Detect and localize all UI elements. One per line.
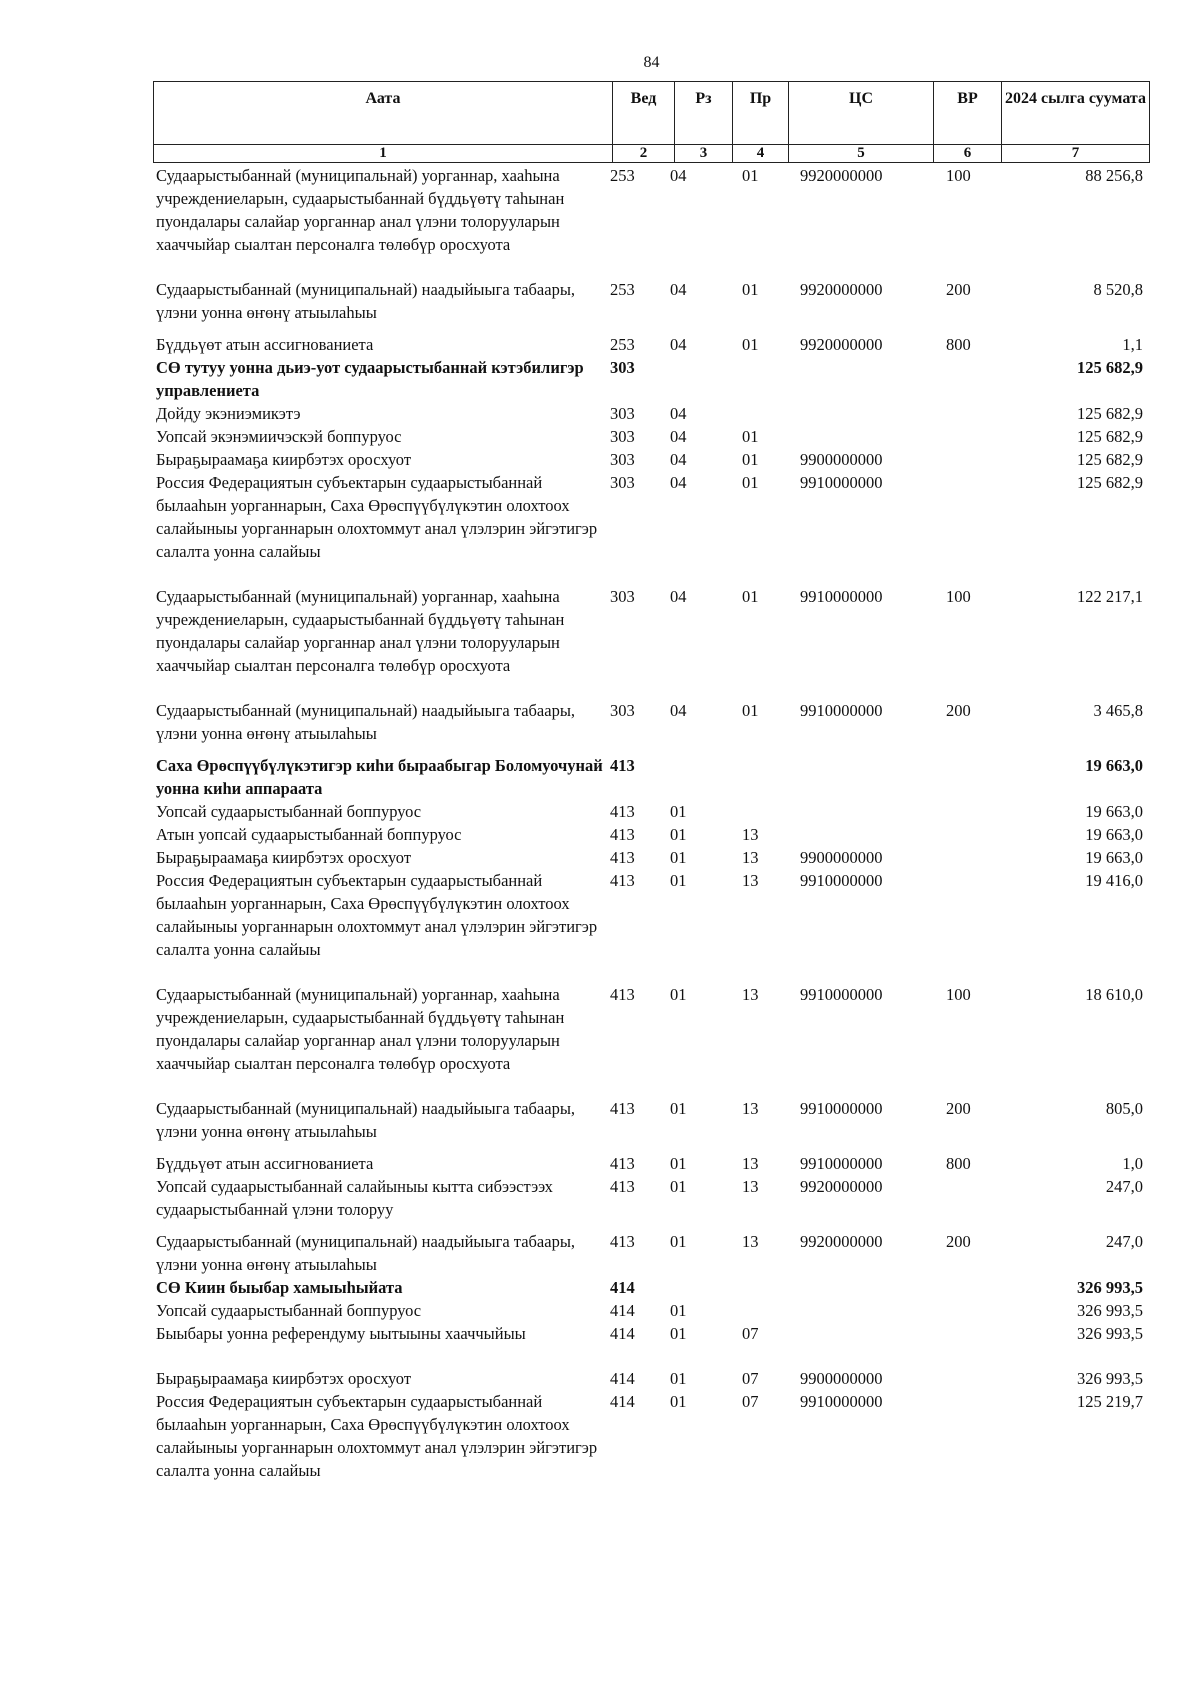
row-vr: 200 [946,280,971,299]
row-ved: 414 [610,1369,635,1388]
row-rz: 01 [670,1369,687,1388]
row-name: Уопсай судаарыстыбаннай боппуруос [156,802,422,821]
row-cs: 9910000000 [800,1099,883,1118]
table-row [153,754,1149,800]
row-cs: 9900000000 [800,848,883,867]
table-row [153,1390,1149,1482]
table-row [153,585,1149,677]
row-rz: 01 [670,825,687,844]
row-sum: 326 993,5 [1077,1369,1143,1388]
row-cs: 9920000000 [800,280,883,299]
table-row [153,425,1149,448]
row-name: Судаарыстыбаннай (муниципальнай) уорганнар, хааһына учреждениеларын, судаарыстыбаннай бүддьүөтү таһынан пуондалары салайар уорганнар анал үлэни толорууларын хааччыйар сыалтан персоналга төлөбүр оросхуота [156,587,565,675]
row-pr: 07 [742,1324,759,1343]
row-name: Быраҕыраамаҕа киирбэтэх оросхуот [156,848,412,867]
row-name: Россия Федерациятын субъектарын судаарыстыбаннай былааһын уорганнарын, Саха Өрөспүүбүлүкэтин олохтоох салайыныы уорганнарын олохтоммут анал үлэлэрин эйгэтигэр салалта уонна салайыы [156,871,598,959]
row-ved: 253 [610,335,635,354]
row-rz: 04 [670,404,687,423]
row-rz: 04 [670,335,687,354]
row-name: Быыбары уонна референдуму ыытыыны хааччыйыы [156,1324,526,1343]
row-cs: 9900000000 [800,450,883,469]
table-row [153,1175,1149,1221]
row-cs: 9900000000 [800,1369,883,1388]
page-number: 84 [643,54,660,71]
row-ved: 413 [610,1177,635,1196]
row-sum: 805,0 [1105,1099,1143,1118]
row-pr: 13 [742,1232,759,1251]
row-ved: 303 [610,404,635,423]
row-name: Судаарыстыбаннай (муниципальнай) наадыйыыга табаары, үлэни уонна өҥөнү атыылаһыы [156,280,576,322]
column-number: 3 [675,145,733,163]
row-sum: 247,0 [1105,1177,1143,1196]
row-name: Россия Федерациятын субъектарын судаарыстыбаннай былааһын уорганнарын, Саха Өрөспүүбүлүкэтин олохтоох салайыныы уорганнарын олохтоммут анал үлэлэрин эйгэтигэр салалта уонна салайыы [156,1392,598,1480]
row-sum: 125 219,7 [1077,1392,1143,1411]
row-ved: 414 [610,1392,635,1411]
row-sum: 125 682,9 [1077,358,1143,377]
row-ved: 413 [610,985,635,1004]
table-row [153,471,1149,563]
row-ved: 414 [610,1278,635,1297]
row-name: СӨ Киин быыбар хамыыһыйата [156,1278,403,1297]
row-sum: 19 416,0 [1085,871,1143,890]
row-cs: 9910000000 [800,587,883,606]
row-name: Судаарыстыбаннай (муниципальнай) наадыйыыга табаары, үлэни уонна өҥөнү атыылаһыы [156,1099,576,1141]
row-ved: 414 [610,1324,635,1343]
row-rz: 01 [670,1177,687,1196]
table-row [153,402,1149,425]
row-cs: 9910000000 [800,1392,883,1411]
row-rz: 01 [670,1392,687,1411]
row-sum: 122 217,1 [1077,587,1143,606]
column-number: 1 [154,145,613,163]
row-name: Уопсай экэнэмиичэскэй боппуруос [156,427,402,446]
row-ved: 413 [610,802,635,821]
table-row [153,333,1149,356]
row-sum: 8 520,8 [1093,280,1143,299]
column-header-aata: Аата [154,82,613,145]
row-rz: 01 [670,1154,687,1173]
row-cs: 9920000000 [800,1232,883,1251]
column-header-vr: ВР [934,82,1002,145]
table-row [153,983,1149,1075]
column-header-ved: Вед [613,82,675,145]
table-row [153,1230,1149,1276]
row-ved: 413 [610,1154,635,1173]
table-body [153,164,1149,1482]
row-name: Атын уопсай судаарыстыбаннай боппуруос [156,825,462,844]
table-row [153,1276,1149,1299]
row-cs: 9910000000 [800,473,883,492]
row-ved: 303 [610,587,635,606]
row-vr: 200 [946,701,971,720]
row-ved: 413 [610,1232,635,1251]
row-ved: 413 [610,756,635,775]
row-ved: 413 [610,1099,635,1118]
row-sum: 19 663,0 [1085,802,1143,821]
row-name: СӨ тутуу уонна дьиэ-уот судаарыстыбаннай кэтэбилигэр управлениета [156,358,584,400]
table-row [153,699,1149,745]
row-cs: 9910000000 [800,985,883,1004]
row-sum: 18 610,0 [1085,985,1143,1004]
row-name: Уопсай судаарыстыбаннай салайыныы кытта сибээстээх судаарыстыбаннай үлэни толоруу [156,1177,553,1219]
row-ved: 303 [610,473,635,492]
row-pr: 13 [742,871,759,890]
row-name: Судаарыстыбаннай (муниципальнай) уорганнар, хааһына учреждениеларын, судаарыстыбаннай бүддьүөтү таһынан пуондалары салайар уорганнар анал үлэни толорууларын хааччыйар сыалтан персоналга төлөбүр оросхуота [156,166,565,254]
column-number: 2 [613,145,675,163]
row-name: Саха Өрөспүүбүлүкэтигэр киһи быраабыгар Боломуочунай уонна киһи аппараата [156,756,603,798]
row-name: Быраҕыраамаҕа киирбэтэх оросхуот [156,450,412,469]
row-sum: 247,0 [1105,1232,1143,1251]
row-vr: 800 [946,335,971,354]
row-ved: 253 [610,166,635,185]
row-rz: 04 [670,473,687,492]
row-sum: 88 256,8 [1085,166,1143,185]
row-name: Бүддьүөт атын ассигнованиета [156,1154,374,1173]
table-row [153,823,1149,846]
row-pr: 01 [742,473,759,492]
row-rz: 04 [670,587,687,606]
row-ved: 303 [610,701,635,720]
row-cs: 9920000000 [800,335,883,354]
row-cs: 9920000000 [800,1177,883,1196]
row-name: Судаарыстыбаннай (муниципальнай) уорганнар, хааһына учреждениеларын, судаарыстыбаннай бүддьүөтү таһынан пуондалары салайар уорганнар анал үлэни толорууларын хааччыйар сыалтан персоналга төлөбүр оросхуота [156,985,565,1073]
row-pr: 01 [742,587,759,606]
row-vr: 200 [946,1232,971,1251]
row-rz: 01 [670,1301,687,1320]
row-sum: 1,1 [1122,335,1143,354]
table-row [153,1322,1149,1345]
row-sum: 1,0 [1122,1154,1143,1173]
row-rz: 04 [670,280,687,299]
column-number: 7 [1002,145,1150,163]
row-vr: 100 [946,166,971,185]
row-cs: 9910000000 [800,871,883,890]
row-vr: 100 [946,985,971,1004]
row-rz: 01 [670,985,687,1004]
row-ved: 303 [610,358,635,377]
row-rz: 01 [670,1099,687,1118]
row-ved: 303 [610,427,635,446]
row-sum: 125 682,9 [1077,473,1143,492]
row-sum: 125 682,9 [1077,450,1143,469]
row-name: Россия Федерациятын субъектарын судаарыстыбаннай былааһын уорганнарын, Саха Өрөспүүбүлүкэтин олохтоох салайыныы уорганнарын олохтоммут анал үлэлэрин эйгэтигэр салалта уонна салайыы [156,473,598,561]
row-ved: 413 [610,871,635,890]
row-pr: 01 [742,166,759,185]
row-pr: 07 [742,1369,759,1388]
row-pr: 13 [742,1154,759,1173]
row-rz: 04 [670,166,687,185]
row-sum: 326 993,5 [1077,1301,1143,1320]
column-number: 6 [934,145,1002,163]
table-header [153,81,1150,163]
row-ved: 303 [610,450,635,469]
row-name: Уопсай судаарыстыбаннай боппуруос [156,1301,422,1320]
row-cs: 9910000000 [800,701,883,720]
row-pr: 13 [742,985,759,1004]
row-name: Быраҕыраамаҕа киирбэтэх оросхуот [156,1369,412,1388]
row-name: Судаарыстыбаннай (муниципальнай) наадыйыыга табаары, үлэни уонна өҥөнү атыылаһыы [156,701,576,743]
row-rz: 01 [670,848,687,867]
row-sum: 326 993,5 [1077,1278,1143,1297]
table-row [153,1152,1149,1175]
row-sum: 19 663,0 [1085,825,1143,844]
row-rz: 04 [670,427,687,446]
row-rz: 04 [670,450,687,469]
table-row [153,1097,1149,1143]
row-pr: 13 [742,1177,759,1196]
table-row [153,356,1149,402]
table-row [153,1299,1149,1322]
row-pr: 01 [742,280,759,299]
row-rz: 01 [670,802,687,821]
table-row [153,1367,1149,1390]
table-row [153,869,1149,961]
row-pr: 13 [742,848,759,867]
row-rz: 01 [670,1232,687,1251]
column-header-rz: Рз [675,82,733,145]
row-pr: 07 [742,1392,759,1411]
row-sum: 19 663,0 [1085,756,1143,775]
row-sum: 3 465,8 [1093,701,1143,720]
row-pr: 01 [742,427,759,446]
column-header-pr: Пр [733,82,789,145]
table-row [153,278,1149,324]
row-rz: 01 [670,1324,687,1343]
column-number: 5 [789,145,934,163]
table-row [153,846,1149,869]
row-pr: 01 [742,450,759,469]
row-pr: 01 [742,335,759,354]
table-row [153,800,1149,823]
column-header-cs: ЦС [789,82,934,145]
row-cs: 9910000000 [800,1154,883,1173]
row-cs: 9920000000 [800,166,883,185]
row-sum: 125 682,9 [1077,404,1143,423]
row-sum: 125 682,9 [1077,427,1143,446]
row-pr: 13 [742,1099,759,1118]
row-name: Бүддьүөт атын ассигнованиета [156,335,374,354]
column-number: 4 [733,145,789,163]
row-name: Дойду экэниэмикэтэ [156,404,301,423]
row-ved: 414 [610,1301,635,1320]
row-vr: 100 [946,587,971,606]
row-pr: 01 [742,701,759,720]
row-sum: 326 993,5 [1077,1324,1143,1343]
row-pr: 13 [742,825,759,844]
column-header-sum: 2024 сылга суумата [1002,82,1150,145]
row-rz: 01 [670,871,687,890]
table-row [153,164,1149,256]
row-vr: 200 [946,1099,971,1118]
row-ved: 253 [610,280,635,299]
row-vr: 800 [946,1154,971,1173]
row-rz: 04 [670,701,687,720]
table-row [153,448,1149,471]
row-name: Судаарыстыбаннай (муниципальнай) наадыйыыга табаары, үлэни уонна өҥөнү атыылаһыы [156,1232,576,1274]
row-sum: 19 663,0 [1085,848,1143,867]
row-ved: 413 [610,848,635,867]
row-ved: 413 [610,825,635,844]
